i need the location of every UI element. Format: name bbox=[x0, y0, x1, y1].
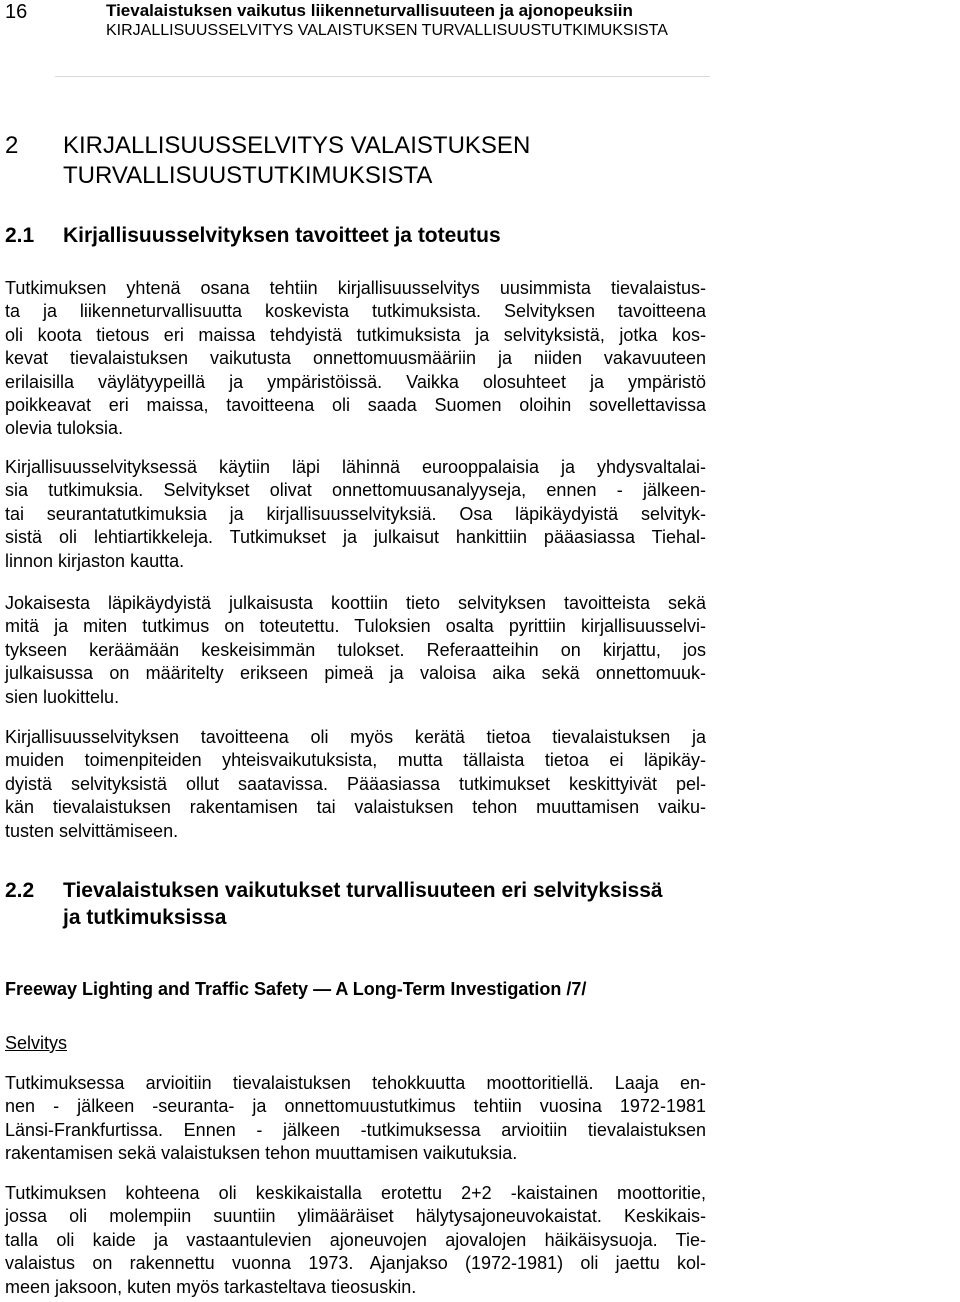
paragraph-line: Jokaisesta läpikäydyistä julkaisusta koottiin tieto selvityksen tavoitteista sekä bbox=[5, 593, 706, 613]
section-title-line-1: Tievalaistuksen vaikutukset turvallisuuteen eri selvityksissä bbox=[63, 879, 663, 902]
paragraph-line: Tutkimuksessa arvioitiin tievalaistuksen tehokkuutta moottoritiellä. Laaja en- bbox=[5, 1073, 706, 1093]
section-heading-2-1 bbox=[5, 222, 905, 249]
paragraph-line: mitä ja miten tutkimus on toteutettu. Tuloksien osalta pyrittiin kirjallisuusselvi- bbox=[5, 616, 706, 637]
paragraph-line: sistä oli lehtiartikkeleja. Tutkimukset ja julkaisut hankittiin pääasiassa Tiehal- bbox=[5, 527, 706, 548]
section-heading-2-2 bbox=[5, 877, 905, 931]
paragraph-method bbox=[5, 592, 706, 709]
section-number: 2.2 bbox=[5, 879, 35, 902]
paragraph-line: nen - jälkeen -seuranta- ja onnettomuustutkimus tehtiin vuosina 1972-1981 bbox=[5, 1096, 706, 1117]
paragraph-study-description bbox=[5, 1072, 706, 1166]
paragraph-study-site bbox=[5, 1182, 706, 1299]
paragraph-line: sien luokittelu. bbox=[5, 686, 120, 707]
running-header-subtitle: KIRJALLISUUSSELVITYS VALAISTUKSEN TURVALLISUUSTUTKIMUKSISTA bbox=[106, 22, 668, 39]
paragraph-line: kevat tievalaistuksen vaikutusta onnettomuusmääriin ja niiden vakavuuteen bbox=[5, 348, 706, 369]
paragraph-line: Tutkimuksen yhtenä osana tehtiin kirjallisuusselvitys uusimmista tievalaistus- bbox=[5, 278, 706, 298]
paragraph-line: oli koota tietous eri maissa tehdyistä tutkimuksista ja selvityksistä, jotka kos- bbox=[5, 324, 706, 345]
paragraph-line: tykseen keräämään keskeisimmän tulokset. Referaatteihin on kirjattu, jos bbox=[5, 639, 706, 660]
paragraph-line: poikkeavat eri maissa, tavoitteena oli saada Suomen oloihin sovellettavissa bbox=[5, 395, 706, 416]
paragraph-line: julkaisussa on määritelty erikseen pimeä ja valoisa aika sekä onnettomuuk- bbox=[5, 663, 706, 684]
page-number: 16 bbox=[5, 1, 28, 23]
paragraph-line: Kirjallisuusselvityksen tavoitteena oli myös kerätä tietoa tievalaistuksen ja bbox=[5, 727, 706, 747]
paragraph-line: olevia tuloksia. bbox=[5, 418, 124, 439]
paragraph-line: ta ja liikenneturvallisuutta koskevista tutkimuksista. Selvityksen tavoitteena bbox=[5, 301, 706, 322]
section-title-line-2: ja tutkimuksissa bbox=[63, 906, 227, 929]
paragraph-line: muiden toimenpiteiden yhteisvaikutuksista, mutta tällaista tietoa ei läpikäy- bbox=[5, 750, 706, 771]
paragraph-line: Länsi-Frankfurtissa. Ennen - jälkeen -tutkimuksessa arvioitiin tievalaistuksen bbox=[5, 1119, 706, 1140]
paragraph-line: Kirjallisuusselvityksessä käytiin läpi lähinnä eurooppalaisia ja yhdysvaltalai- bbox=[5, 457, 706, 477]
paragraph-line: kän tievalaistuksen rakentamisen tai valaistuksen tehon muuttamisen vaiku- bbox=[5, 797, 706, 818]
paragraph-line: meen jaksoon, kuten myös tarkasteltava tieosuskin. bbox=[5, 1276, 417, 1297]
paragraph-line: Tutkimuksen kohteena oli keskikaistalla erotettu 2+2 -kaistainen moottoritie, bbox=[5, 1183, 706, 1203]
paragraph-combined-effects bbox=[5, 726, 706, 843]
paragraph-line: tusten selvittämiseen. bbox=[5, 820, 179, 841]
chapter-title-line-2: TURVALLISUUSTUTKIMUKSISTA bbox=[63, 162, 433, 189]
running-header-title: Tievalaistuksen vaikutus liikenneturvallisuuteen ja ajonopeuksiin bbox=[106, 1, 633, 20]
paragraph-sources bbox=[5, 456, 706, 573]
section-number: 2.1 bbox=[5, 224, 35, 247]
paragraph-line: linnon kirjaston kautta. bbox=[5, 550, 185, 571]
paragraph-line: valaistus on rakennettu vuonna 1973. Ajanjakso (1972-1981) oli jaettu kol- bbox=[5, 1253, 706, 1274]
paragraph-line: talla oli kaide ja vastaantulevien ajoneuvojen ajovalojen häikäisysuoja. Tie- bbox=[5, 1229, 706, 1250]
paragraph-line: rakentamisen sekä valaistuksen tehon muuttamisen vaikutuksia. bbox=[5, 1143, 518, 1164]
chapter-title-line-1: KIRJALLISUUSSELVITYS VALAISTUKSEN bbox=[63, 132, 531, 159]
section-title: Kirjallisuusselvityksen tavoitteet ja toteutus bbox=[63, 224, 501, 247]
study-title: Freeway Lighting and Traffic Safety — A Long-Term Investigation /7/ bbox=[5, 979, 587, 999]
header-divider bbox=[55, 76, 710, 77]
paragraph-line: erilaisilla väylätyypeillä ja ympäristöissä. Vaikka olosuhteet ja ympäristö bbox=[5, 371, 706, 392]
subheading-selvitys: Selvitys bbox=[5, 1033, 68, 1053]
paragraph-line: dyistä selvityksistä ollut saatavissa. Pääasiassa tutkimukset keskittyivät pel- bbox=[5, 773, 706, 794]
chapter-heading bbox=[5, 131, 905, 191]
paragraph-line: jossa oli molempiin suuntiin ylimääräiset hälytysajoneuvokaistat. Keskikais- bbox=[5, 1206, 706, 1227]
paragraph-line: tai seurantatutkimuksia ja kirjallisuusselvityksiä. Osa läpikäydyistä selvityk- bbox=[5, 503, 706, 524]
paragraph-goal bbox=[5, 277, 706, 441]
paragraph-line: sia tutkimuksia. Selvitykset olivat onnettomuusanalyyseja, ennen - jälkeen- bbox=[5, 480, 706, 501]
chapter-number: 2 bbox=[5, 132, 19, 159]
